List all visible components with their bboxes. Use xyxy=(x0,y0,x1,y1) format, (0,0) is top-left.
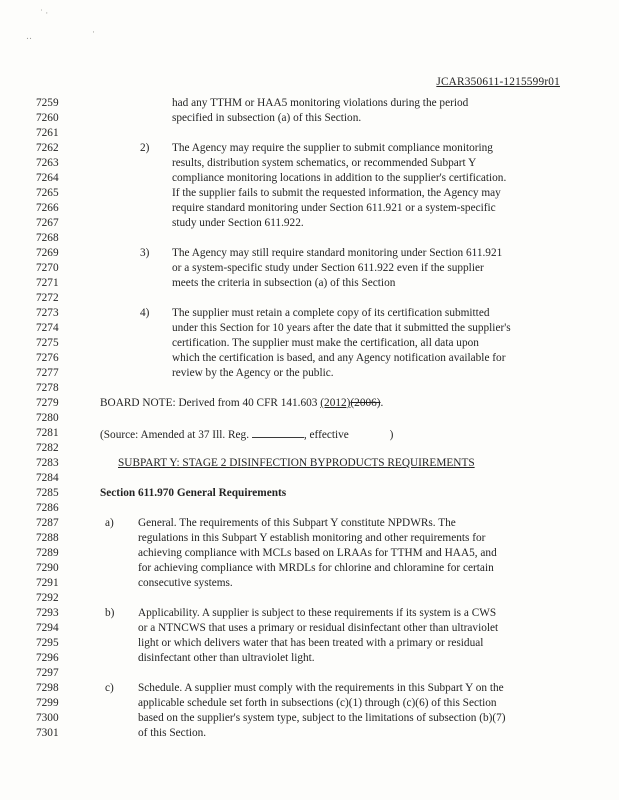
text-segment: or a NTNCWS that uses a primary or residual disinfectant other than ultraviolet xyxy=(138,622,499,634)
doc-line xyxy=(0,336,619,351)
doc-line xyxy=(0,246,619,261)
doc-line xyxy=(0,411,619,426)
line-number: 7297 xyxy=(36,667,59,679)
line-text xyxy=(138,696,497,711)
line-text xyxy=(138,531,485,546)
line-text xyxy=(172,216,304,231)
line-number: 7266 xyxy=(36,202,59,214)
line-number: 7286 xyxy=(36,502,59,514)
line-number: 7273 xyxy=(36,307,59,319)
fill-in-blank xyxy=(252,426,304,438)
doc-line xyxy=(0,576,619,591)
line-number: 7280 xyxy=(36,412,59,424)
doc-line xyxy=(0,666,619,681)
text-segment: regulations in this Subpart Y establish monitoring and other requirements for xyxy=(138,532,486,544)
line-text xyxy=(172,366,334,381)
line-number: 7282 xyxy=(36,442,59,454)
doc-line xyxy=(0,186,619,201)
doc-line xyxy=(0,636,619,651)
text-segment: BOARD NOTE: Derived from 40 CFR 141.603 xyxy=(100,397,321,409)
list-label: 2) xyxy=(140,142,150,154)
line-number: 7271 xyxy=(36,277,59,289)
doc-line xyxy=(0,711,619,726)
line-number: 7272 xyxy=(36,292,59,304)
doc-line xyxy=(0,696,619,711)
line-number: 7295 xyxy=(36,637,59,649)
doc-line xyxy=(0,726,619,741)
doc-line xyxy=(0,471,619,486)
text-segment: consecutive systems. xyxy=(138,577,233,589)
doc-line xyxy=(0,231,619,246)
doc-line xyxy=(0,456,619,471)
text-segment: Schedule. A supplier must comply with the requirements in this Subpart Y on the xyxy=(138,682,504,694)
line-number: 7298 xyxy=(36,682,59,694)
document-id-header: JCAR350611-1215599r01 xyxy=(436,76,560,88)
doc-line xyxy=(0,366,619,381)
doc-line xyxy=(0,261,619,276)
line-number: 7281 xyxy=(36,427,59,439)
line-text xyxy=(172,351,505,366)
line-number: 7284 xyxy=(36,472,59,484)
doc-line xyxy=(0,381,619,396)
line-text xyxy=(100,396,383,411)
text-segment: (2006) xyxy=(350,397,381,409)
text-segment: of this Section. xyxy=(138,727,207,739)
doc-line xyxy=(0,321,619,336)
doc-line xyxy=(0,111,619,126)
line-number: 7264 xyxy=(36,172,59,184)
doc-line xyxy=(0,441,619,456)
line-number: 7268 xyxy=(36,232,59,244)
text-segment: review by the Agency or the public. xyxy=(172,367,334,379)
text-segment: meets the criteria in subsection (a) of this Section xyxy=(172,277,396,289)
line-text xyxy=(172,261,484,276)
line-text xyxy=(100,486,286,501)
text-segment: , effective xyxy=(303,429,352,441)
line-text xyxy=(138,546,497,561)
line-text xyxy=(172,336,479,351)
line-number: 7269 xyxy=(36,247,59,259)
line-text xyxy=(140,141,493,156)
line-number: 7265 xyxy=(36,187,59,199)
line-text xyxy=(118,456,475,471)
text-segment: light or which delivers water that has been treated with a primary or residual xyxy=(138,637,484,649)
line-text xyxy=(138,651,315,666)
text-segment: compliance monitoring locations in addition to the supplier's certification. xyxy=(172,172,507,184)
line-number: 7288 xyxy=(36,532,59,544)
text-segment: The supplier must retain a complete copy of its certification submitted xyxy=(172,307,490,319)
line-number: 7277 xyxy=(36,367,59,379)
list-label: a) xyxy=(105,517,114,529)
line-text xyxy=(172,156,476,171)
line-number: 7262 xyxy=(36,142,59,154)
list-label: 4) xyxy=(140,307,150,319)
doc-line xyxy=(0,426,619,441)
line-number: 7267 xyxy=(36,217,59,229)
line-number: 7274 xyxy=(36,322,59,334)
text-segment: . xyxy=(380,397,384,409)
line-text xyxy=(140,306,489,321)
list-label: c) xyxy=(105,682,114,694)
doc-line xyxy=(0,651,619,666)
line-number: 7294 xyxy=(36,622,59,634)
line-number: 7290 xyxy=(36,562,59,574)
line-text xyxy=(105,681,504,696)
doc-line xyxy=(0,486,619,501)
text-segment: The Agency may still require standard monitoring under Section 611.921 xyxy=(172,247,503,259)
text-segment: Section 611.970 General Requirements xyxy=(100,487,287,499)
line-text xyxy=(172,276,395,291)
list-label: 3) xyxy=(140,247,150,259)
list-label: b) xyxy=(105,607,115,619)
doc-line xyxy=(0,126,619,141)
text-segment: General. The requirements of this Subpart Y constitute NPDWRs. The xyxy=(138,517,456,529)
scan-artifact: · xyxy=(92,27,95,37)
line-text xyxy=(172,201,496,216)
text-segment: results, distribution system schematics, or recommended Subpart Y xyxy=(172,157,477,169)
text-segment: (Source: Amended at 37 Ill. Reg. xyxy=(100,429,252,441)
scan-artifact: ‥ xyxy=(26,31,33,41)
text-segment: The Agency may require the supplier to submit compliance monitoring xyxy=(172,142,493,154)
text-segment: ) xyxy=(389,429,394,441)
line-text xyxy=(138,711,506,726)
line-text xyxy=(138,561,494,576)
doc-line xyxy=(0,96,619,111)
line-number: 7275 xyxy=(36,337,59,349)
doc-line xyxy=(0,501,619,516)
doc-line xyxy=(0,621,619,636)
doc-line xyxy=(0,141,619,156)
text-segment: specified in subsection (a) of this Section. xyxy=(172,112,362,124)
line-number: 7259 xyxy=(36,97,59,109)
line-number: 7287 xyxy=(36,517,59,529)
doc-line xyxy=(0,531,619,546)
doc-line xyxy=(0,516,619,531)
doc-line xyxy=(0,306,619,321)
doc-line xyxy=(0,351,619,366)
line-text xyxy=(138,636,483,651)
text-segment: under this Section for 10 years after the date that it submitted the supplier's xyxy=(172,322,511,334)
line-number: 7261 xyxy=(36,127,59,139)
line-text xyxy=(138,621,498,636)
line-number: 7291 xyxy=(36,577,59,589)
line-number: 7301 xyxy=(36,727,59,739)
text-segment: certification. The supplier must make the certification, all data upon xyxy=(172,337,479,349)
text-segment: for achieving compliance with MRDLs for chlorine and chloramine for certain xyxy=(138,562,494,574)
text-segment: or a system-specific study under Section 611.922 even if the supplier xyxy=(172,262,484,274)
line-text xyxy=(105,606,496,621)
line-number: 7300 xyxy=(36,712,59,724)
doc-line xyxy=(0,591,619,606)
line-text xyxy=(172,171,506,186)
text-segment: (2012) xyxy=(320,397,351,409)
line-number: 7283 xyxy=(36,457,59,469)
line-number: 7293 xyxy=(36,607,59,619)
line-text xyxy=(172,321,511,336)
line-number: 7270 xyxy=(36,262,59,274)
doc-line xyxy=(0,561,619,576)
doc-line xyxy=(0,216,619,231)
doc-line xyxy=(0,546,619,561)
text-segment: require standard monitoring under Section 611.921 or a system-specific xyxy=(172,202,496,214)
text-segment: achieving compliance with MCLs based on LRAAs for TTHM and HAA5, and xyxy=(138,547,497,559)
line-text xyxy=(140,246,502,261)
line-text xyxy=(138,576,233,591)
doc-line xyxy=(0,201,619,216)
scan-artifact: ˙ · xyxy=(40,8,49,18)
text-segment: study under Section 611.922. xyxy=(172,217,304,229)
doc-line xyxy=(0,396,619,411)
line-number: 7289 xyxy=(36,547,59,559)
text-segment: had any TTHM or HAA5 monitoring violations during the period xyxy=(172,97,469,109)
text-segment: SUBPART Y: STAGE 2 DISINFECTION BYPRODUCTS REQUIREMENTS xyxy=(118,457,475,469)
text-segment: Applicability. A supplier is subject to these requirements if its system is a CWS xyxy=(138,607,497,619)
line-number: 7260 xyxy=(36,112,59,124)
line-text xyxy=(100,426,393,441)
text-segment: applicable schedule set forth in subsections (c)(1) through (c)(6) of this Section xyxy=(138,697,497,709)
line-number: 7278 xyxy=(36,382,59,394)
doc-line xyxy=(0,171,619,186)
text-segment: based on the supplier's system type, subject to the limitations of subsection (b)(7) xyxy=(138,712,506,724)
doc-line xyxy=(0,291,619,306)
line-text xyxy=(172,96,468,111)
line-number: 7296 xyxy=(36,652,59,664)
line-number: 7285 xyxy=(36,487,59,499)
line-text xyxy=(138,726,206,741)
line-text xyxy=(105,516,456,531)
line-number: 7263 xyxy=(36,157,59,169)
document-body xyxy=(0,96,619,741)
line-number: 7276 xyxy=(36,352,59,364)
text-segment: disinfectant other than ultraviolet light. xyxy=(138,652,315,664)
text-segment: which the certification is based, and any Agency notification available for xyxy=(172,352,506,364)
doc-line xyxy=(0,681,619,696)
line-number: 7292 xyxy=(36,592,59,604)
doc-line xyxy=(0,276,619,291)
text-segment: If the supplier fails to submit the requested information, the Agency may xyxy=(172,187,501,199)
doc-line xyxy=(0,156,619,171)
line-number: 7279 xyxy=(36,397,59,409)
line-text xyxy=(172,111,361,126)
line-text xyxy=(172,186,501,201)
doc-line xyxy=(0,606,619,621)
line-number: 7299 xyxy=(36,697,59,709)
